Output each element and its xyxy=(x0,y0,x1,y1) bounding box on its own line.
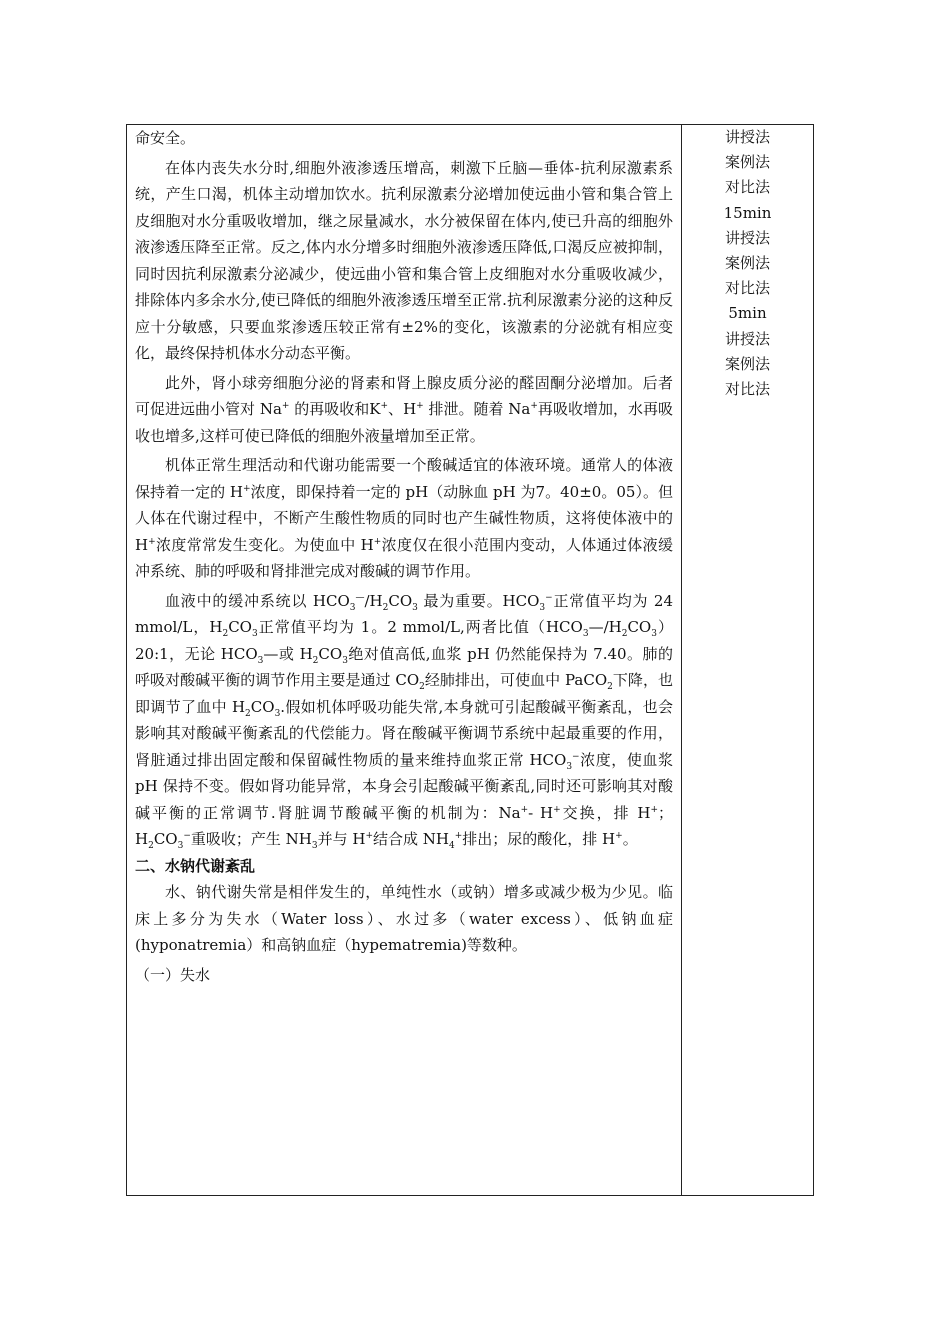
method-item: 对比法 xyxy=(724,379,770,398)
method-item: 案例法 xyxy=(724,253,770,272)
duration-item: 15min xyxy=(723,203,772,222)
paragraph-water-regulation: 在体内丧失水分时,细胞外液渗透压增高，刺激下丘脑—垂体-抗利尿激素系统，产生口渴，机体主动增加饮水。抗利尿激素分泌增加使远曲小管和集合管上皮细胞对水分重吸收增加，继之尿量减水，水分被保留在体内,使已升高的细胞外液渗透压降至正常。反之,体内水分增多时细胞外液渗透压降低,口渴反应被抑制，同时因抗利尿激素分泌减少，使远曲小管和集合管上皮细胞对水分重吸收减少，排除体内多余水分,使已降低的细胞外液渗透压增至正常.抗利尿激素分泌的这种反应十分敏感，只要血浆渗透压较正常有±2%的变化，该激素的分泌就有相应变化，最终保持机体水分动态平衡。 xyxy=(135,158,673,362)
paragraph-acid-base-environment: 机体正常生理活动和代谢功能需要一个酸碱适宜的体液环境。通常人的体液保持着一定的 H+浓度，即保持着一定的 pH（动脉血 pH 为7。40±0。05）。但人体在代谢过程中，不断产生酸性物质的同时也产生碱性物质，这将使体液中的 H+浓度常常发生变化。为使血中 H+浓度仅在很小范围内变动，人体通过体液缓冲系统、肺的呼吸和肾排泄完成对酸碱的调节作用。 xyxy=(135,456,673,580)
paragraph-continuation: 命安全。 xyxy=(135,129,196,147)
method-item: 讲授法 xyxy=(724,329,770,348)
method-item: 案例法 xyxy=(724,354,770,373)
method-item: 讲授法 xyxy=(724,228,770,247)
section-heading: 二、水钠代谢紊乱 xyxy=(135,856,256,875)
main-text-column xyxy=(135,125,673,988)
duration-item: 5min xyxy=(728,304,767,323)
paragraph-water-sodium: 水、钠代谢失常是相伴发生的，单纯性水（或钠）增多或减少极为少见。临床上多分为失水（Water loss）、水过多（water excess）、低钠血症(hyponatremia）和高钠血症（hypematremia)等数种。 xyxy=(135,883,673,954)
paragraph-buffer-system: 血液中的缓冲系统以 $HCO_3^—/H_2CO_3$ 最为重要。$HCO_3^-$正常值平均为 24 mmol/L，$H_2CO_3$正常值平均为 1。2 mmol/L,两者比值$(HCO_3—/H_2CO_3)20:1$，无论 $HCO_3—$或 $H_2CO_3$绝对值高低,血浆 pH 仍然能保持为 7.40。肺的呼吸对酸碱平衡的调节作用主要是通过 $CO_2$经肺排出，可使血中 PaCO$_2$下降，也即调节了血中 $H_2CO_3$.假如机体呼吸功能失常,本身就可引起酸碱平衡紊乱，也会影响其对酸碱平衡紊乱的代偿能力。肾在酸碱平衡调节系统中起最重要的作用，肾脏通过排出固定酸和保留碱性物质的量来维持血浆正常 $HCO_3^-$浓度，使血浆 pH 保持不变。假如肾功能异常，本身会引起酸碱平衡紊乱,同时还可影响其对酸碱平衡的正常调节.肾脏调节酸碱平衡的机制为：Na+- H+交换，排 H+；$H_2CO_3^-$重吸收；产生 $NH_3$并与 H+结合成 $NH_4^+$排出；尿的酸化，排 H+。 xyxy=(135,591,674,851)
method-item: 对比法 xyxy=(724,279,770,298)
teaching-methods-column xyxy=(682,125,813,402)
content-table xyxy=(126,124,814,1196)
subsection-heading: （一）失水 xyxy=(135,965,211,984)
paragraph-renin-aldosterone: 此外，肾小球旁细胞分泌的肾素和肾上腺皮质分泌的醛固酮分泌增加。后者可促进远曲小管对 Na+ 的再吸收和K+、H+ 排泄。随着 Na+再吸收增加，水再吸收也增多,这样可使已降低的细胞外液量增加至正常。 xyxy=(135,373,673,445)
method-item: 讲授法 xyxy=(724,128,770,146)
method-item: 对比法 xyxy=(724,178,770,197)
method-item: 案例法 xyxy=(724,153,770,172)
